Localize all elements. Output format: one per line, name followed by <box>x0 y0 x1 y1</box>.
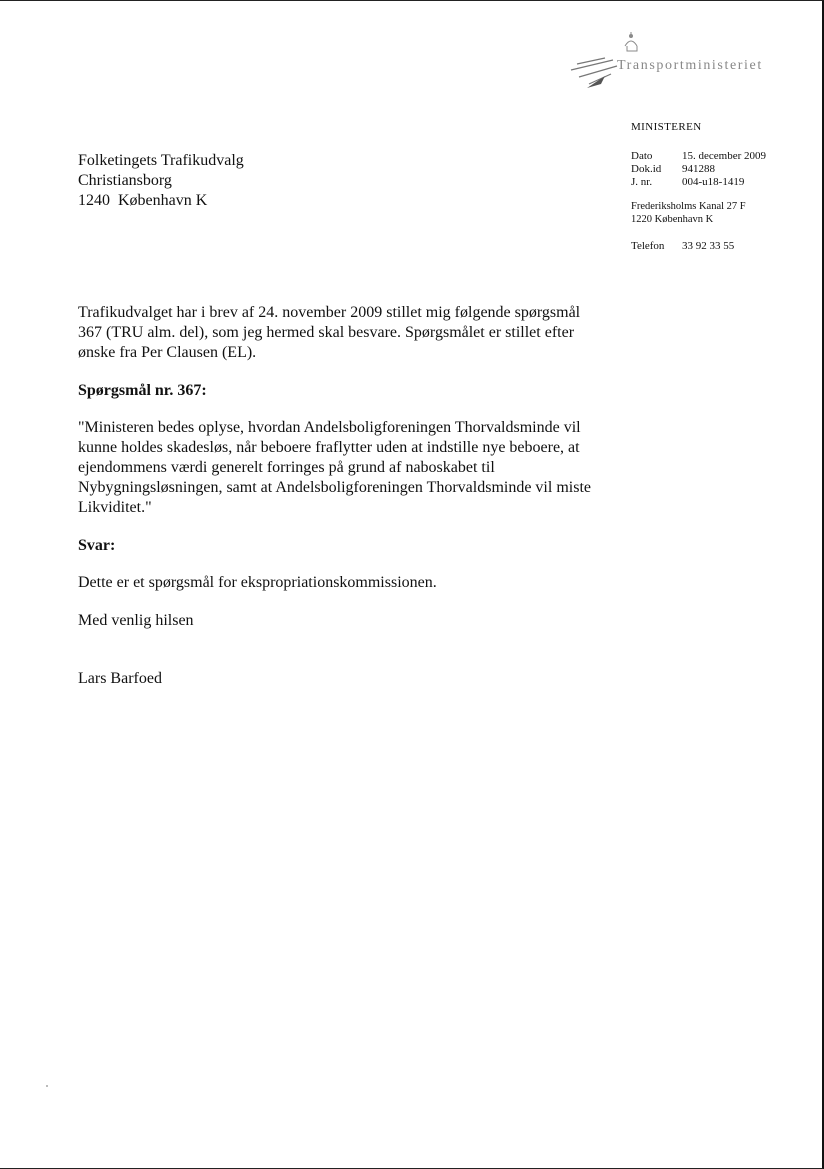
meta-row-date <box>631 150 766 163</box>
logo-wordmark: Transportministeriet <box>617 58 763 73</box>
sender-address <box>631 200 746 226</box>
meta-value: 15. december 2009 <box>682 150 766 162</box>
ministry-logo <box>565 30 790 95</box>
meta-row-docid <box>631 163 766 176</box>
recipient-address <box>78 151 244 211</box>
meta-key: Dok.id <box>631 163 662 175</box>
scan-speck <box>46 1085 48 1087</box>
document-meta <box>631 150 766 189</box>
answer-heading: Svar: <box>78 537 116 554</box>
letter-body <box>78 303 598 689</box>
intro-paragraph: Trafikudvalget har i brev af 24. november 2009 stillet mig følgende spørgsmål 367 (TRU alm. del), som jeg hermed skal besvare. Spørgsmålet er stillet efter ønske fra Per Clausen (EL). <box>78 304 581 361</box>
meta-key: J. nr. <box>631 176 653 188</box>
meta-value: 004-u18-1419 <box>682 176 745 188</box>
closing-phrase: Med venlig hilsen <box>78 612 194 629</box>
question-heading: Spørgsmål nr. 367: <box>78 382 207 399</box>
answer-paragraph: Dette er et spørgsmål for ekspropriationskommissionen. <box>78 574 437 591</box>
sender-phone <box>631 240 734 252</box>
signature-name: Lars Barfoed <box>78 670 162 687</box>
phone-label: Telefon <box>631 240 665 252</box>
meta-value: 941288 <box>682 163 715 175</box>
meta-row-journal <box>631 176 766 189</box>
recipient-line1: Folketingets Trafikudvalg <box>78 152 244 169</box>
recipient-line2: Christiansborg <box>78 172 172 189</box>
recipient-line3: 1240 København K <box>78 192 208 209</box>
sender-address-line2: 1220 København K <box>631 214 714 225</box>
phone-value: 33 92 33 55 <box>682 240 735 252</box>
sender-address-line1: Frederiksholms Kanal 27 F <box>631 201 746 212</box>
meta-key: Dato <box>631 150 653 162</box>
sender-title: MINISTEREN <box>631 121 702 133</box>
question-paragraph: "Ministeren bedes oplyse, hvordan Andelsboligforeningen Thorvaldsminde vil kunne holdes skadesløs, når beboere fraflytter uden at indstille nye beboere, at ejendommens værdi generelt forringes på grund af naboskabet til Nybygningsløsningen, samt at Andelsboligforeningen Thorvaldsminde vil miste Likviditet." <box>78 419 591 516</box>
